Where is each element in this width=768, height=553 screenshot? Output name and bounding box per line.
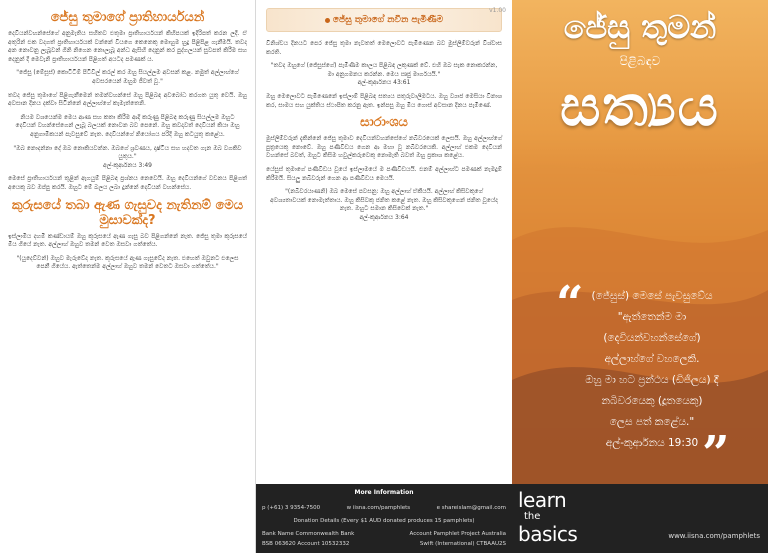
column-left — [0, 0, 255, 553]
cover-quote-line: (දෙවියන්වහන්සේගේ) — [603, 332, 701, 344]
email-link[interactable]: e shareislam@gmail.com — [436, 505, 506, 511]
second-coming-paragraph-2: ඔහු මෙලොවට පැමිණෙනේ ඉස්ලාම් පිළිබඳ සත්‍යය පතුරුවාලීමටය. ඔහු ව්‍යාජ මෙසියා විනාශ කර, සාමය සහ යුක්තිය ස්ථාපිත කරනු ඇත. ඉන්පසු ඔහු මිය ගොස් අවසාන දිනය පැමිණේ. — [266, 92, 502, 109]
crucifixion-quote: "(යුදෙව්වන්) ඔහුව මැරුවේද නැත. කුරුසයේ ඇණ ගැසුවේද නැත. එහෙත් ඔවුනට එලෙස පෙනී ගියේය. ඇත්තෙන්ම අල්ලාහ් ඔහුව තමන් වෙතට ඔසවා ගත්තේය." — [16, 254, 239, 271]
quote-reference: අල්-කුර්ආනය 3:49 — [102, 161, 153, 169]
second-coming-banner — [266, 8, 502, 32]
website-link[interactable]: w iisna.com/pamphlets — [346, 505, 411, 511]
second-coming-heading: ජේසු තුමාගේ නවීන පැමිණීම — [332, 15, 444, 25]
logo-basics: basics — [518, 522, 578, 546]
miracles-quote-1: "ජේසු (මේසූස්) කොටිටිම් පිටිවීල් කරල් කර ඔහු සියල්ලම අවසන් කළ. නමුත් අල්ලාහ්ගේ අවසරයෙන් ඔහුම ජීවත් වූ." — [16, 69, 239, 85]
more-info-section — [256, 484, 512, 553]
cover-quote — [552, 286, 752, 454]
second-coming-quote — [270, 62, 498, 88]
cover-quote-line: ලෙස පත් කළේය." — [609, 416, 695, 428]
logo-learn: learn — [518, 488, 567, 512]
second-coming-paragraph-1: විනිශ්චය දිනයට පෙර ජේසු තුමා නැවතත් මෙලොවට පැමිණෙන බව මුස්ලිම්වරුන් විශ්වාස කරති. — [266, 40, 502, 56]
contact-row — [262, 505, 506, 511]
cover-quote-line: (ජේසුස්) මෙසේ පැවසුවේය — [591, 290, 713, 302]
summary-paragraph-2: යේසුස් තුමාගේ පණිවිඩය වූයේ ඉස්ලාමයේ ම පණිවිඩයයි. එනම් අල්ලාහ්ට පමණක් නැමදුම් කිරීමයි. සියලු නබිවරුන් ගෙන ආ පණිවිඩය මෙයයි. — [266, 165, 502, 182]
close-quote-mark-icon: ” — [702, 426, 730, 482]
quote-reference: අල්-කුර්ආනය 43:61 — [357, 79, 411, 87]
cover-quote-line: නබිවරයෙකු (දූතයෙකු) — [601, 395, 703, 407]
quote-text: "ඔබ නොදන්නා දේ ඔබ නොකියවන්න. ඔබගේ ශ්‍රවණය, දෘෂ්ටිය සහ හදවත ගැන ඔබ වගකිව යුතුය." — [13, 144, 242, 161]
cover-panel — [512, 0, 768, 553]
cover-quote-line: "ඇත්තෙන්ම මා — [617, 311, 687, 323]
summary-paragraph-1: මුස්ලිම්වරුන් දැකින්නේ ජේසු තුමාව දෙවියන්වහන්සේගේ නබිවරයෙක් ලෙසයි. ඔහු අල්ලාහ්ගේ පුත්‍රයෙකු නොවේ. ඔහු පණිවිඩය ගෙන ආ මහා වූ නබිවරයෙකි. අල්ලාහ් එකම දෙවියන් වහන්සේ බවත්, ඔහුට කිසිම හවුල්කරුවෙකු නොමැති බවත් ඔහු ප්‍රකාශ කළේය. — [266, 135, 502, 160]
account-name-text: Account Pamphlet Project Australia — [409, 531, 506, 537]
quote-text: "(නබිවරයාණනි) ඔබ මෙසේ පවසනු: ඔහු අල්ලාහ් ඒකීයයි. අල්ලාහ් කිසිවකුගේ අවශ්‍යතාවයක් නොමැත්තාය. ඔහු කිසිවකු ජනිත කළේ නැත. ඔහු කිසිවකුගෙන් ජනිත වූයේද නැත. ඔහුට සමාන කිසිවෙක් නැත." — [270, 188, 498, 213]
bullet-icon — [325, 18, 330, 23]
donation-text: Donation Details (Every $1 AUD donated produces 15 pamphlets) — [293, 518, 475, 524]
logo-the: the — [524, 511, 541, 522]
miracles-quote-2 — [12, 145, 243, 171]
cover-title-line-2: පිළිබඳව — [619, 54, 661, 68]
crucifixion-heading: කුරුසයේ තබා ඇණ ගැසුවද නැතිනම් මෙය මුසාවක්ද? — [11, 197, 244, 228]
cover-title-line-3: සත්‍යය — [560, 74, 720, 139]
quote-reference: අල්-කුර්ආනය 3:64 — [359, 213, 409, 221]
open-quote-mark-icon: “ — [556, 276, 584, 332]
bank-row-2 — [262, 541, 506, 547]
miracles-paragraph-4: මෙසේ ප්‍රාතිහාර්යයන් තුළින් ඇගයුම් පිළිබඳ ප්‍රශ්නය නෙවෙයි. ඔහු දෙවියන්ගේ වචනය පිළිගත් අයෙකු බව ඔප්පු කරයි. ඔහුට මේ බලය ලබා දුන්නේ දෙවියන් වහන්සේය. — [8, 175, 247, 191]
summary-quote — [270, 188, 498, 222]
phone-text: p (+61) 3 9354-7500 — [262, 505, 321, 511]
cover-quote-line: අල්ලාහ්ගේ වහලෙකි. — [604, 353, 700, 365]
crucifixion-paragraph: ඉස්ලාමීය දහමී කණ්ඩායම් ඔහු කුරුසයේ ඇණ ගැසු බව පිළිගන්නේ නැත. ජේසු තුමා කුරුසයේ මිය ගියේ නැත. අල්ලාහ් ඔහුව තමන් වෙත ඔසවා ගත්තේය. — [8, 232, 247, 249]
miracles-paragraph-3: නියම වශයෙන්ම මෙය ආණ සහ කතා කිරීම ආදි කරුණු පිළිබඳ කරුණු සියල්ලම ඔහුට දෙවියන් වහන්සේගෙන් ලැබූ බලයක් නොවන බව පෙනේ. ඔහු කවදාවත් දෙවියන් කියා ඔහු අනුගාමිකයන් පැවසුවේ නැත. දෙවියන්ගේ නියෝගය පරිදි ඔහු කටයුතු කළේය. — [15, 113, 240, 138]
version-label: v1.00 — [489, 7, 506, 14]
cover-title-line-1: ජේසු තුමන් — [563, 8, 717, 46]
miracles-heading: ජේසු තුමාගේ ප්‍රාතිහාර්යයන් — [50, 10, 205, 25]
miracles-paragraph-2: තවද ජේසු තුමාගේ පිළිගැනීමෙන් තමන්වහන්සේ ඔහු පිළිබඳ අවබෝධ කරගත යුතු වෙයි. ඔහු අවසාන දිනය දක්වා සිටින්නේ අල්ලාහ්ගේ කැමැත්තෙනි. — [8, 91, 247, 108]
footer-bar — [256, 484, 768, 553]
donation-row — [262, 518, 506, 524]
bank-row-1 — [262, 531, 506, 537]
learn-the-basics-logo — [512, 484, 768, 553]
summary-heading: සාරාංශය — [360, 115, 408, 131]
pamphlets-url-link[interactable]: www.iisna.com/pamphlets — [668, 532, 760, 540]
swift-text: Swift (International) CTBAAU2S — [419, 541, 506, 547]
more-info-title: More Information — [354, 489, 414, 496]
miracles-paragraph-1: දෙවියන්වහන්සේගේ අනුමැතිය සහිතව එතුමා ප්‍රාතිහාර්යයන් කිහිපයක් ඉදිරිපත් කරන ලදී. ඒ අතුරින් එක වදගත් ප්‍රාතිහාර්යයක් වන්නේ වියගෙ කෙනෙකු මොහුම හුදු පිළිපිළ ගැනීමයි. තවද අන නොවනු ලැබූවන් ගිනි නිගෙන නොලැබූ අන්ධ ඇසිහි දෙනුන් කර පුද්ගලයන් සුවපත් කිරීම සහ දෙනුන් දී මෙවැනි ප්‍රාතිහාර්යයන් පිළිගත් අයටද පමණක් ය. — [8, 30, 247, 63]
cover-quote-line: ඔහු මා හට ප්‍රන්ථය (ඩිජිලය) දී — [585, 374, 719, 386]
quote-text: "තවද ඔහුගේ (ජේසුස්ගේ) පැමිණීම කාලය පිළිබඳ ලකුණක් වේ. එහි ඔබ සැක නොකරන්න, මා අනුගමනය කරන්න. මෙය ඍජු මාර්ගයයි." — [270, 62, 498, 78]
bank-name-text: Bank Name Commonwealth Bank — [262, 531, 355, 537]
bsb-text: BSB 063620 Account 10532332 — [262, 541, 350, 547]
column-middle — [256, 0, 512, 553]
cover-quote-reference: අල්-කුර්ආනය 19:30 — [605, 437, 699, 449]
